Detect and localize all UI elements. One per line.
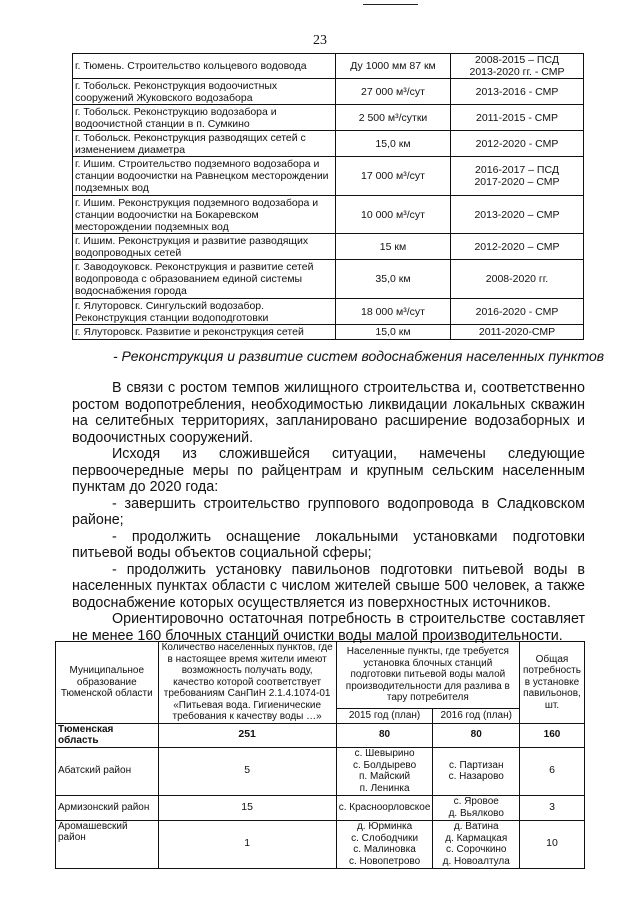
header-row: [56, 642, 585, 709]
count-cell: 1: [158, 820, 336, 868]
header-settlements: Населенные пункты, где требуется установка блочных станций подготовки питьевой воды малой производительности для разлива в тару потребителя: [336, 642, 519, 709]
project-name: г. Тобольск. Реконструкция разводящих сетей с изменением диаметра: [73, 131, 336, 157]
table-row: [73, 234, 584, 260]
project-period: 2011-2020-СМР: [451, 325, 584, 340]
project-name: г. Заводоуковск. Реконструкция и развитие сетей водопровода с образованием единой системы водоснабжения города: [73, 260, 336, 299]
page-number: 23: [313, 33, 327, 48]
project-period: 2011-2015 - СМР: [451, 105, 584, 131]
count-cell: 15: [158, 795, 336, 820]
plan-2016-cell: с. Яровое д. Вьялково: [433, 795, 520, 820]
total-cell: 6: [520, 747, 585, 795]
table-row: [73, 105, 584, 131]
plan-2016-cell: с. Партизан с. Назарово: [433, 747, 520, 795]
project-name: г. Ишим. Строительство подземного водозабора и станции водоочистки на Равнецком месторождении подземных вод: [73, 157, 336, 196]
count-cell: 251: [158, 723, 336, 747]
project-capacity: 15,0 км: [336, 325, 451, 340]
projects-table: [72, 53, 584, 340]
total-cell: 3: [520, 795, 585, 820]
count-cell: 5: [158, 747, 336, 795]
table-row: [73, 131, 584, 157]
header-total: Общая потребность в установке павильонов, шт.: [520, 642, 585, 724]
top-rule: [363, 4, 418, 5]
body-text: [72, 380, 585, 644]
project-period: 2016-2017 – ПСД 2017-2020 – СМР: [451, 157, 584, 196]
table-row: [73, 260, 584, 299]
header-count: Количество населенных пунктов, где в настоящее время жители имеют возможность получать воду, качество которой соответствует требованиям СанПиН 2.1.4.1074-01 «Питьевая вода. Гигиенические требования к качеству воды …»: [158, 642, 336, 724]
project-capacity: 2 500 м³/сутки: [336, 105, 451, 131]
project-capacity: 10 000 м³/сут: [336, 196, 451, 234]
project-capacity: 15 км: [336, 234, 451, 260]
paragraph: В связи с ростом темпов жилищного строительства и, соответственно ростом водопотребления, необходимостью ликвидации локальных скважин на селитебных территориях, запланировано расширение водозаборных и водоочистных сооружений.: [72, 380, 585, 446]
paragraph: Исходя из сложившейся ситуации, намечены следующие первоочередные меры по райцентрам и крупным сельским населенным пунктам до 2020 года:: [72, 446, 585, 495]
plan-2015-cell: с. Шевырино с. Болдырево п. Майский п. Ленинка: [336, 747, 433, 795]
project-period: 2013-2020 – СМР: [451, 196, 584, 234]
table-row: [56, 795, 585, 820]
municipality-cell: Абатский район: [56, 747, 159, 795]
header-2016: 2016 год (план): [433, 709, 520, 723]
municipality-cell: Тюменская область: [56, 723, 159, 747]
project-period: 2008-2015 – ПСД 2013-2020 гг. - СМР: [451, 54, 584, 79]
total-cell: 10: [520, 820, 585, 868]
project-capacity: 18 000 м³/сут: [336, 299, 451, 325]
project-period: 2013-2016 - СМР: [451, 79, 584, 105]
project-capacity: Ду 1000 мм 87 км: [336, 54, 451, 79]
section-subheading: - Реконструкция и развитие систем водоснабжения населенных пунктов: [113, 348, 605, 364]
municipality-cell: Армизонский район: [56, 795, 159, 820]
project-capacity: 35,0 км: [336, 260, 451, 299]
bullet-item: - продолжить установку павильонов подготовки питьевой воды в населенных пунктах области с числом жителей свыше 500 человек, а также водоснабжение которых осуществляется из поверхностных источников.: [72, 561, 585, 611]
summary-row: [56, 723, 585, 747]
project-name: г. Ишим. Реконструкция и развитие разводящих водопроводных сетей: [73, 234, 336, 260]
bullet-item: - продолжить оснащение локальными установками подготовки питьевой воды объектов социальной сферы;: [72, 528, 585, 561]
paragraph: Ориентировочно остаточная потребность в строительстве составляет не менее 160 блочных станций очистки воды малой производительности.: [72, 611, 585, 644]
project-capacity: 15,0 км: [336, 131, 451, 157]
total-cell: 160: [520, 723, 585, 747]
plan-2015-cell: д. Юрминка с. Слободчики с. Малиновка с. Новопетрово: [336, 820, 433, 868]
project-name: г. Ялуторовск. Сингульский водозабор. Реконструкция станции водоподготовки: [73, 299, 336, 325]
project-name: г. Тюмень. Строительство кольцевого водовода: [73, 54, 336, 79]
project-capacity: 27 000 м³/сут: [336, 79, 451, 105]
plan-2015-cell: 80: [336, 723, 433, 747]
project-period: 2012-2020 - СМР: [451, 131, 584, 157]
table-row: [73, 79, 584, 105]
plan-2016-cell: д. Ватина д. Кармацкая с. Сорочкино д. Новоалтула: [433, 820, 520, 868]
project-name: г. Тобольск. Реконструкцию водозабора и водоочистной станции в п. Сумкино: [73, 105, 336, 131]
project-name: г. Тобольск. Реконструкция водоочистных сооружений Жуковского водозабора: [73, 79, 336, 105]
municipality-cell: Аромашевский район: [56, 820, 159, 868]
header-2015: 2015 год (план): [336, 709, 433, 723]
project-period: 2008-2020 гг.: [451, 260, 584, 299]
table-row: [56, 747, 585, 795]
table-row: [73, 157, 584, 196]
header-municipality: Муниципальное образование Тюменской области: [56, 642, 159, 724]
project-name: г. Ялуторовск. Развитие и реконструкция сетей: [73, 325, 336, 340]
project-period: 2016-2020 - СМР: [451, 299, 584, 325]
plan-2016-cell: 80: [433, 723, 520, 747]
table-row: [73, 54, 584, 79]
project-capacity: 17 000 м³/сут: [336, 157, 451, 196]
bullet-item: - завершить строительство группового водопровода в Сладковском районе;: [72, 495, 585, 528]
stations-table: [55, 641, 585, 869]
table-row: [73, 325, 584, 340]
plan-2015-cell: с. Красноорловское: [336, 795, 433, 820]
table-row: [56, 820, 585, 868]
table-row: [73, 196, 584, 234]
project-name: г. Ишим. Реконструкция подземного водозабора и станции водоочистки на Бокаревском месторождении подземных вод: [73, 196, 336, 234]
table-row: [73, 299, 584, 325]
project-period: 2012-2020 – СМР: [451, 234, 584, 260]
